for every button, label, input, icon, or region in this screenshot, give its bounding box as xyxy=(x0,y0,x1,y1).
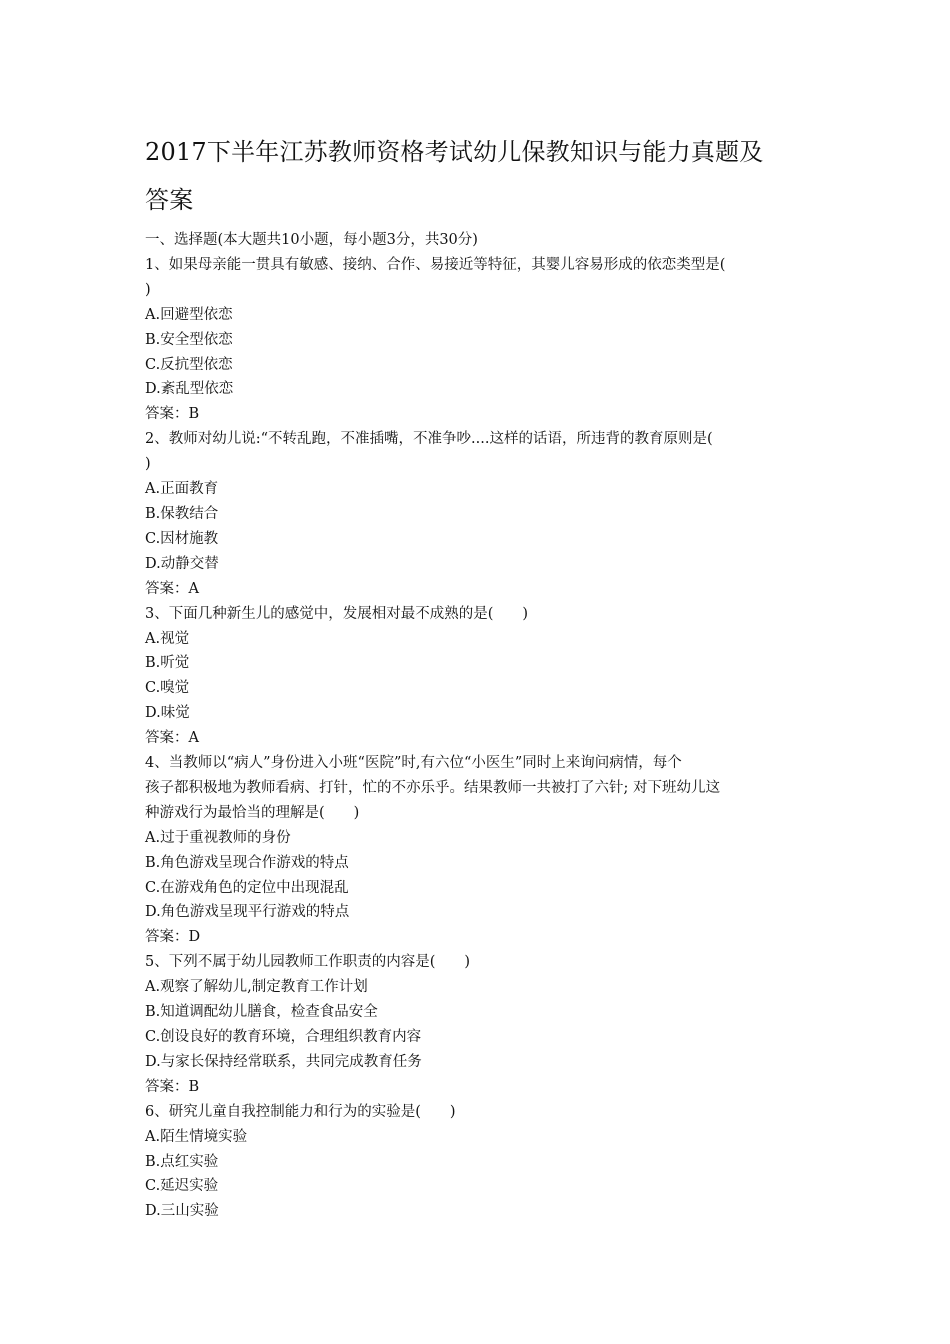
option-b: B.点红实验 xyxy=(145,1153,219,1170)
question-stem: 3、下面几种新生儿的感觉中，发展相对最不成熟的是( ) xyxy=(145,605,529,622)
option-b: B.保教结合 xyxy=(145,505,219,522)
option-a: A.过于重视教师的身份 xyxy=(145,829,291,846)
question-stem: 孩子都积极地为教师看病、打针，忙的不亦乐乎。结果教师一共被打了六针; 对下班幼儿这 xyxy=(145,779,720,796)
answer-line: 答案：B xyxy=(145,406,200,423)
option-c: C.在游戏角色的定位中出现混乱 xyxy=(145,879,349,896)
option-c: C.嗅觉 xyxy=(145,680,190,697)
option-a: A.正面教育 xyxy=(145,481,219,498)
option-c: C.创设良好的教育环境，合理组织教育内容 xyxy=(145,1029,422,1045)
question-stem: 6、研究儿童自我控制能力和行为的实验是( ) xyxy=(145,1103,456,1120)
question-4 xyxy=(145,751,825,950)
question-1 xyxy=(145,253,825,427)
answer-line: 答案：D xyxy=(145,929,201,946)
question-6 xyxy=(145,1100,825,1225)
question-stem: 5、下列不属于幼儿园教师工作职责的内容是( ) xyxy=(145,954,471,971)
document-page xyxy=(145,128,825,1224)
option-d: D.紊乱型依恋 xyxy=(145,381,234,398)
answer-line: 答案：B xyxy=(145,1078,200,1095)
section-heading: 一、选择题(本大题共10小题，每小题3分，共30分) xyxy=(145,232,478,248)
option-b: B.安全型依恋 xyxy=(145,331,233,348)
option-a: A.回避型依恋 xyxy=(145,306,233,323)
option-a: A.视觉 xyxy=(145,630,190,647)
option-d: D.味觉 xyxy=(145,705,190,722)
option-d: D.与家长保持经常联系，共同完成教育任务 xyxy=(145,1053,422,1070)
option-c: C.因材施教 xyxy=(145,530,219,547)
question-5 xyxy=(145,950,825,1099)
answer-line: 答案：A xyxy=(145,580,199,597)
answer-line: 答案：A xyxy=(145,730,199,747)
option-a: A.观察了解幼儿,制定教育工作计划 xyxy=(145,979,368,996)
option-d: D.三山实验 xyxy=(145,1203,219,1220)
question-stem: 1、如果母亲能一贯具有敏感、接纳、合作、易接近等特征，其婴儿容易形成的依恋类型是( xyxy=(145,256,726,273)
question-stem: 4、当教师以“病人”身份进入小班“医院”时,有六位“小医生”同时上来询问病情，每个 xyxy=(145,755,682,772)
option-b: B.角色游戏呈现合作游戏的特点 xyxy=(145,854,349,871)
option-a: A.陌生情境实验 xyxy=(145,1128,248,1145)
title-line-1: 2017下半年江苏教师资格考试幼儿保教知识与能力真题及 xyxy=(145,138,764,166)
question-2 xyxy=(145,427,825,601)
option-b: B.听觉 xyxy=(145,655,190,672)
question-stem: 2、教师对幼儿说:“不转乱跑，不准插嘴，不准争吵....这样的话语，所违背的教育原则是( xyxy=(145,431,713,448)
title-line-2: 答案 xyxy=(145,186,194,214)
question-section xyxy=(145,228,825,1224)
question-3 xyxy=(145,602,825,751)
option-b: B.知道调配幼儿膳食，检查食品安全 xyxy=(145,1004,378,1021)
option-d: D.动静交替 xyxy=(145,555,219,572)
question-stem: ) xyxy=(145,456,151,473)
option-d: D.角色游戏呈现平行游戏的特点 xyxy=(145,904,350,921)
option-c: C.延迟实验 xyxy=(145,1178,219,1195)
question-stem: ) xyxy=(145,281,151,298)
option-c: C.反抗型依恋 xyxy=(145,356,233,373)
question-stem: 种游戏行为最恰当的理解是( ) xyxy=(145,804,360,821)
document-title xyxy=(145,128,825,224)
